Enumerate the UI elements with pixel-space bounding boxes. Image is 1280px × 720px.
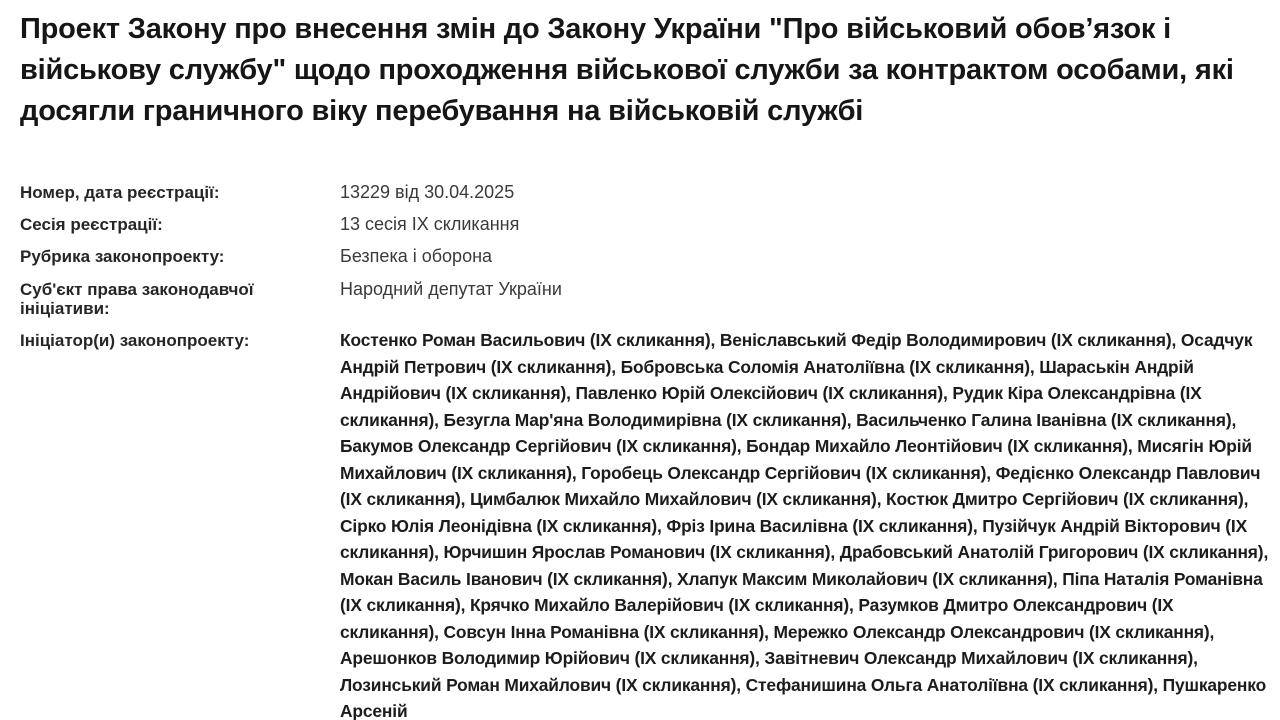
subject-row [20,275,1270,327]
registration-row [20,178,1270,210]
rubric-value: Безпека і оборона [340,246,493,266]
initiators-row [20,327,1270,720]
initiators-list: Костенко Роман Васильович (IX скликання), Веніславський Федір Володимирович (IX скликання), Осадчук Андрій Петрович (IX скликання), Бобровська Соломія Анатоліївна (IX скликання), Шараськін Андрій Андрійович (IX скликання), Павленко Юрій Олексійович (IX скликання), Рудик Кіра Олександрівна (IX скликання), Безугла Мар'яна Володимирівна (IX скликання), Васильченко Галина Іванівна (IX скликання), Бакумов Олександр Сергійович (IX скликання), Бондар Михайло Леонтійович (IX скликання), Мисягін Юрій Михайлович (IX скликання), Горобець Олександр Сергійович (IX скликання), Федієнко Олександр Павлович (IX скликання), Цимбалюк Михайло Михайлович (IX скликання), Костюк Дмитро Сергійович (IX скликання), Сірко Юлія Леонідівна (IX скликання), Фріз Ірина Василівна (IX скликання), Пузійчук Андрій Вікторович (IX скликання), Юрчишин Ярослав Романович (IX скликання), Драбовський Анатолій Григорович (IX скликання), Мокан Василь Іванович (IX скликання), Хлапук Максим Миколайович (IX скликання), Піпа Наталія Романівна (IX скликання), Крячко Михайло Валерійович (IX скликання), Разумков Дмитро Олександрович (IX скликання), Совсун Інна Романівна (IX скликання), Мережко Олександр Олександрович (IX скликання), Арешонков Володимир Юрійович (IX скликання), Завітневич Олександр Михайлович (IX скликання), Лозинський Роман Михайлович (IX скликання), Стефанишина Ольга Анатоліївна (IX скликання), Пушкаренко Арсеній [340,330,1269,720]
session-row [20,210,1270,242]
rubric-row [20,242,1270,275]
rubric-label: Рубрика законопроекту: [20,247,225,266]
initiators-label: Ініціатор(и) законопроекту: [20,331,250,350]
bill-title: Проект Закону про внесення змін до Закону України "Про військовий обов’язок і військову службу" щодо проходження військової служби за контрактом особами, які досягли граничного віку перебування на військовій службі [20,13,1234,127]
registration-value: 13229 від 30.04.2025 [340,182,515,202]
subject-value: Народний депутат України [340,279,562,299]
registration-label: Номер, дата реєстрації: [20,183,220,202]
session-label: Сесія реєстрації: [20,215,163,234]
session-value: 13 сесія IX скликання [340,214,520,234]
bill-details [20,178,1270,720]
subject-label: Суб'єкт права законодавчої ініціативи: [20,280,254,318]
